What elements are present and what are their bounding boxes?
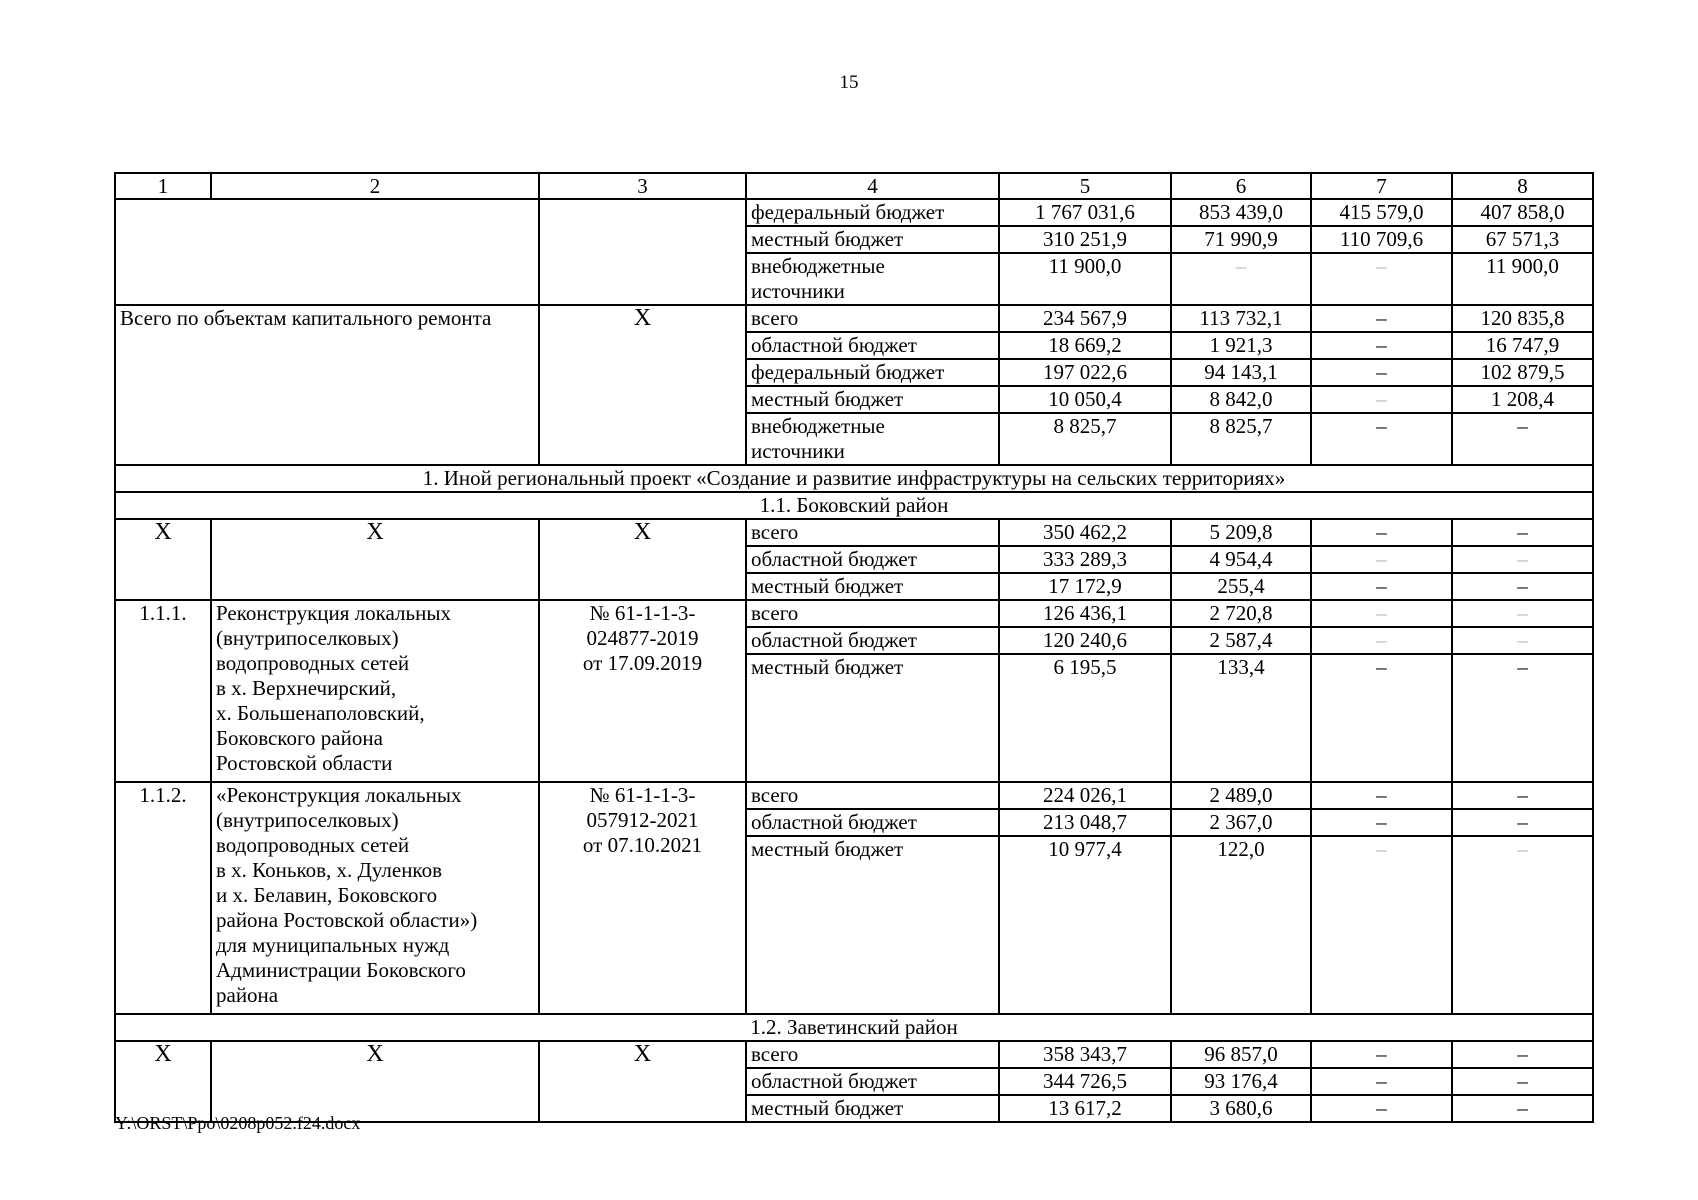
object-number: 1.1.2. [115,782,211,1014]
value-cell: – [1452,546,1593,573]
value-cell: – [1311,836,1452,1014]
source-label: всего [746,1041,999,1068]
project-title: 1. Иной региональный проект «Создание и развитие инфраструктуры на сельских территориях» [115,465,1593,492]
source-label: внебюджетные источники [746,413,999,465]
value-cell: – [1452,1041,1593,1068]
source-label: федеральный бюджет [746,359,999,386]
value-cell: – [1452,782,1593,809]
value-cell: – [1452,413,1593,465]
value-cell: – [1171,253,1311,305]
district-title: 1.1. Боковский район [115,492,1593,519]
value-cell: 3 680,6 [1171,1095,1311,1122]
value-cell: 8 825,7 [1171,413,1311,465]
value-cell: 18 669,2 [999,332,1171,359]
value-cell: 2 720,8 [1171,600,1311,627]
value-cell: 2 587,4 [1171,627,1311,654]
source-label: всего [746,782,999,809]
value-cell: – [1311,782,1452,809]
x-mark: X [539,519,746,600]
object-name: «Реконструкция локальных (внутрипоселковых) водопроводных сетей в х. Коньков, х. Дуленков и х. Белавин, Боковского района Ростовской области») для муниципальных нужд Администрации Боковского района [211,782,539,1014]
object-number: 1.1.1. [115,600,211,782]
column-header: 6 [1171,173,1311,199]
source-label: местный бюджет [746,836,999,1014]
column-header: 8 [1452,173,1593,199]
value-cell: – [1311,654,1452,782]
source-label: местный бюджет [746,573,999,600]
value-cell: – [1311,627,1452,654]
column-header: 5 [999,173,1171,199]
value-cell: 120 835,8 [1452,305,1593,332]
value-cell: 71 990,9 [1171,226,1311,253]
value-cell: 5 209,8 [1171,519,1311,546]
source-label: областной бюджет [746,332,999,359]
source-label: местный бюджет [746,386,999,413]
value-cell: 333 289,3 [999,546,1171,573]
capital-repair-title: Всего по объектам капитального ремонта [115,305,539,465]
value-cell: – [1452,600,1593,627]
value-cell: 102 879,5 [1452,359,1593,386]
budget-table [114,172,1594,1123]
x-mark: X [211,1041,539,1122]
page-number: 15 [839,72,859,93]
table-header-row [115,173,1593,199]
empty-cell [539,199,746,305]
source-label: всего [746,519,999,546]
column-header: 7 [1311,173,1452,199]
value-cell: – [1311,413,1452,465]
source-label: внебюджетные источники [746,253,999,305]
value-cell: 113 732,1 [1171,305,1311,332]
table-row [115,782,1593,809]
value-cell: 17 172,9 [999,573,1171,600]
value-cell: 255,4 [1171,573,1311,600]
value-cell: 358 343,7 [999,1041,1171,1068]
section-row [115,465,1593,492]
column-header: 4 [746,173,999,199]
value-cell: 310 251,9 [999,226,1171,253]
value-cell: – [1311,1095,1452,1122]
x-mark: X [211,519,539,600]
value-cell: 67 571,3 [1452,226,1593,253]
value-cell: 120 240,6 [999,627,1171,654]
value-cell: – [1311,305,1452,332]
object-document: № 61-1-1-3- 024877-2019 от 17.09.2019 [539,600,746,782]
value-cell: – [1311,332,1452,359]
value-cell: 8 825,7 [999,413,1171,465]
value-cell: 122,0 [1171,836,1311,1014]
value-cell: 213 048,7 [999,809,1171,836]
value-cell: – [1452,654,1593,782]
source-label: областной бюджет [746,1068,999,1095]
value-cell: 2 367,0 [1171,809,1311,836]
source-label: федеральный бюджет [746,199,999,226]
value-cell: – [1452,573,1593,600]
value-cell: 11 900,0 [999,253,1171,305]
column-header: 2 [211,173,539,199]
source-label: областной бюджет [746,627,999,654]
source-label: областной бюджет [746,546,999,573]
value-cell: 1 208,4 [1452,386,1593,413]
value-cell: 1 767 031,6 [999,199,1171,226]
value-cell: – [1311,359,1452,386]
value-cell: 853 439,0 [1171,199,1311,226]
value-cell: 16 747,9 [1452,332,1593,359]
column-header: 1 [115,173,211,199]
source-label: местный бюджет [746,654,999,782]
value-cell: 407 858,0 [1452,199,1593,226]
value-cell: 13 617,2 [999,1095,1171,1122]
value-cell: – [1311,519,1452,546]
value-cell: 8 842,0 [1171,386,1311,413]
value-cell: – [1311,386,1452,413]
table-row [115,1041,1593,1068]
value-cell: 93 176,4 [1171,1068,1311,1095]
value-cell: 197 022,6 [999,359,1171,386]
object-name: Реконструкция локальных (внутрипоселковых) водопроводных сетей в х. Верхнечирский, х. Большенаполовский, Боковского района Ростовской области [211,600,539,782]
value-cell: – [1311,1041,1452,1068]
x-mark: X [115,519,211,600]
value-cell: – [1452,519,1593,546]
value-cell: – [1452,1068,1593,1095]
table-row [115,600,1593,627]
value-cell: 6 195,5 [999,654,1171,782]
value-cell: 94 143,1 [1171,359,1311,386]
value-cell: 344 726,5 [999,1068,1171,1095]
source-label: всего [746,305,999,332]
value-cell: 11 900,0 [1452,253,1593,305]
x-mark: X [539,1041,746,1122]
source-label: областной бюджет [746,809,999,836]
x-mark: X [115,1041,211,1122]
value-cell: 110 709,6 [1311,226,1452,253]
district-title: 1.2. Заветинский район [115,1014,1593,1041]
value-cell: – [1452,627,1593,654]
value-cell: 10 050,4 [999,386,1171,413]
x-mark: X [539,305,746,465]
section-row [115,1014,1593,1041]
source-label: местный бюджет [746,226,999,253]
value-cell: 4 954,4 [1171,546,1311,573]
value-cell: 350 462,2 [999,519,1171,546]
source-label: местный бюджет [746,1095,999,1122]
value-cell: – [1311,573,1452,600]
value-cell: – [1311,600,1452,627]
source-label: всего [746,600,999,627]
table-row [115,305,1593,332]
section-row [115,492,1593,519]
table-row [115,519,1593,546]
value-cell: – [1452,1095,1593,1122]
value-cell: 10 977,4 [999,836,1171,1014]
value-cell: 2 489,0 [1171,782,1311,809]
value-cell: 126 436,1 [999,600,1171,627]
object-document: № 61-1-1-3- 057912-2021 от 07.10.2021 [539,782,746,1014]
value-cell: – [1311,546,1452,573]
value-cell: – [1452,836,1593,1014]
value-cell: – [1311,809,1452,836]
table-row [115,199,1593,226]
value-cell: 1 921,3 [1171,332,1311,359]
value-cell: 415 579,0 [1311,199,1452,226]
value-cell: 234 567,9 [999,305,1171,332]
value-cell: – [1311,1068,1452,1095]
value-cell: 96 857,0 [1171,1041,1311,1068]
value-cell: – [1452,809,1593,836]
value-cell: 224 026,1 [999,782,1171,809]
value-cell: – [1311,253,1452,305]
file-path-footer: Y:\ORST\Ppo\0208p052.f24.docx [115,1113,361,1133]
column-header: 3 [539,173,746,199]
value-cell: 133,4 [1171,654,1311,782]
empty-cell [115,199,539,305]
